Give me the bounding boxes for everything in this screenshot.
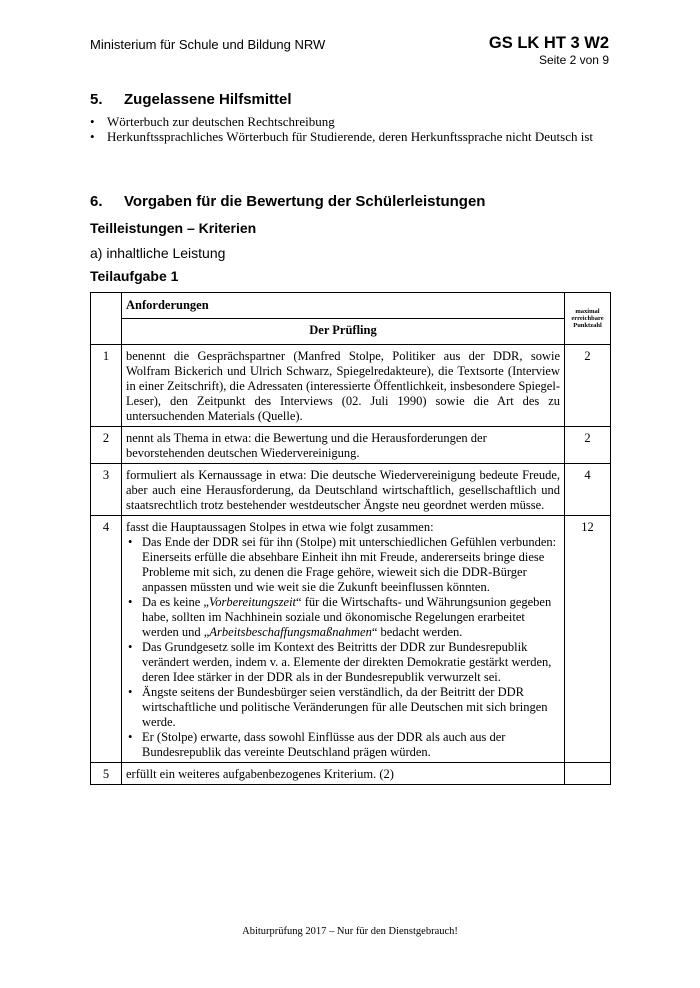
aids-list-item: • Herkunftssprachliches Wörterbuch für Studierende, deren Herkunftssprache nicht Deutsch ist bbox=[90, 129, 610, 144]
section-6-title: Vorgaben für die Bewertung der Schülerleistungen bbox=[124, 193, 486, 210]
bullet-text: “ bedacht werden. bbox=[371, 625, 463, 639]
document-code: GS LK HT 3 W2 bbox=[488, 34, 609, 52]
page-footer: Abiturprüfung 2017 – Nur für den Dienstgebrauch! bbox=[242, 926, 458, 937]
section-6-number: 6. bbox=[90, 193, 103, 210]
row-number: 2 bbox=[91, 427, 122, 464]
header-num-cell bbox=[91, 293, 122, 345]
aids-list bbox=[90, 114, 610, 144]
requirements-header: Anforderungen bbox=[122, 293, 565, 319]
section-6-heading bbox=[90, 193, 485, 210]
row-text: formuliert als Kernaussage in etwa: Die deutsche Wiedervereinigung bedeute Freude, aber auch eine Herausforderung, da Deutschland wirtschaftlich, gesellschaftlich und staatsrechtlich trotz bestehender westdeutscher Ängste neu geordnet werden müsse. bbox=[122, 464, 565, 516]
page-number: Seite 2 von 9 bbox=[538, 53, 609, 67]
summary-list bbox=[126, 535, 560, 760]
table-row bbox=[91, 516, 611, 763]
aids-list-item: • Wörterbuch zur deutschen Rechtschreibung bbox=[90, 114, 610, 129]
criteria-subtitle: Teilleistungen – Kriterien bbox=[90, 220, 257, 236]
summary-bullet: • Das Grundgesetz solle im Kontext des Beitritts der DDR zur Bundesrepublik verändert werden, indem v. a. Elemente der direkten Demokratie gestärkt werden, deren Idee stärker in der DDR als in der Bundesrepublik verwurzelt sei. bbox=[126, 640, 560, 685]
row-number: 4 bbox=[91, 516, 122, 763]
bullet-text: “ für die Wirtschafts- und Währungsunion gegeben habe, sollten im Nachhinein soziale und ökonomische Regelungen erarbeitet werden und „ bbox=[142, 595, 552, 639]
points-header: maximal erreichbare Punktzahl bbox=[565, 293, 611, 345]
row-points bbox=[565, 763, 611, 785]
row-points: 4 bbox=[565, 464, 611, 516]
row-text: benennt die Gesprächspartner (Manfred Stolpe, Politiker aus der DDR, sowie Wolfram Bickerich und Ulrich Schwarz, Spiegelredakteure), die Textsorte (Interview in einer Zeitschrift), die Adressaten (interessierte Öffentlichkeit, insbesondere Spiegel-Leser), den Zeitpunkt des Interviews (02. Juli 1990) sowie die Art des zu untersuchenden Materials (Quelle). bbox=[122, 345, 565, 427]
table-row bbox=[91, 464, 611, 516]
table-header-row bbox=[91, 293, 611, 319]
row-number: 3 bbox=[91, 464, 122, 516]
row-points: 2 bbox=[565, 345, 611, 427]
table-row bbox=[91, 763, 611, 785]
summary-bullet: • Ängste seitens der Bundesbürger seien verständlich, da der Beitritt der DDR wirtschaftliche und politische Veränderungen für alle Deutschen mit sich bringen werde. bbox=[126, 685, 560, 730]
row-text: nennt als Thema in etwa: die Bewertung und die Herausforderungen der bevorstehenden deutschen Wiedervereinigung. bbox=[122, 427, 565, 464]
examinee-header: Der Prüfling bbox=[122, 319, 565, 345]
summary-bullet: • Er (Stolpe) erwarte, dass sowohl Einflüsse aus der DDR als auch aus der Bundesrepublik das vereinte Deutschland prägen würden. bbox=[126, 730, 560, 760]
table-subheader-row bbox=[91, 319, 611, 345]
row-points: 12 bbox=[565, 516, 611, 763]
row-number: 1 bbox=[91, 345, 122, 427]
ministry-name: Ministerium für Schule und Bildung NRW bbox=[90, 37, 326, 52]
bullet-text: Da es keine „ bbox=[142, 595, 209, 609]
quote-vorbereitungszeit: Vorbereitungszeit bbox=[208, 595, 297, 609]
row-points: 2 bbox=[565, 427, 611, 464]
quote-abm: Arbeitsbeschaffungsmaßnahmen bbox=[209, 625, 372, 639]
summary-bullet: • Das Ende der DDR sei für ihn (Stolpe) mit unterschiedlichen Gefühlen verbunden: Einerseits erfülle die absehbare Einheit ihn mit Freude, andererseits bringe diese Probleme mit sich, zu denen die Frage gehöre, wieweit sich die DDR-Bürger anpassen müssten und wie weit sie die Zukunft beeinflussen könnten. bbox=[126, 535, 560, 595]
section-5-title: Zugelassene Hilfsmittel bbox=[124, 91, 292, 108]
section-5-heading bbox=[90, 91, 292, 108]
row-intro: fasst die Hauptaussagen Stolpes in etwa wie folgt zusammen: bbox=[126, 520, 434, 534]
summary-bullet bbox=[126, 595, 560, 640]
task-label: Teilaufgabe 1 bbox=[90, 268, 179, 284]
part-label: a) inhaltliche Leistung bbox=[90, 245, 226, 261]
criteria-table bbox=[90, 292, 611, 785]
table-row bbox=[91, 345, 611, 427]
section-5-number: 5. bbox=[90, 91, 103, 108]
row-text: erfüllt ein weiteres aufgabenbezogenes Kriterium. (2) bbox=[122, 763, 565, 785]
row-number: 5 bbox=[91, 763, 122, 785]
row-text bbox=[122, 516, 565, 763]
table-row bbox=[91, 427, 611, 464]
